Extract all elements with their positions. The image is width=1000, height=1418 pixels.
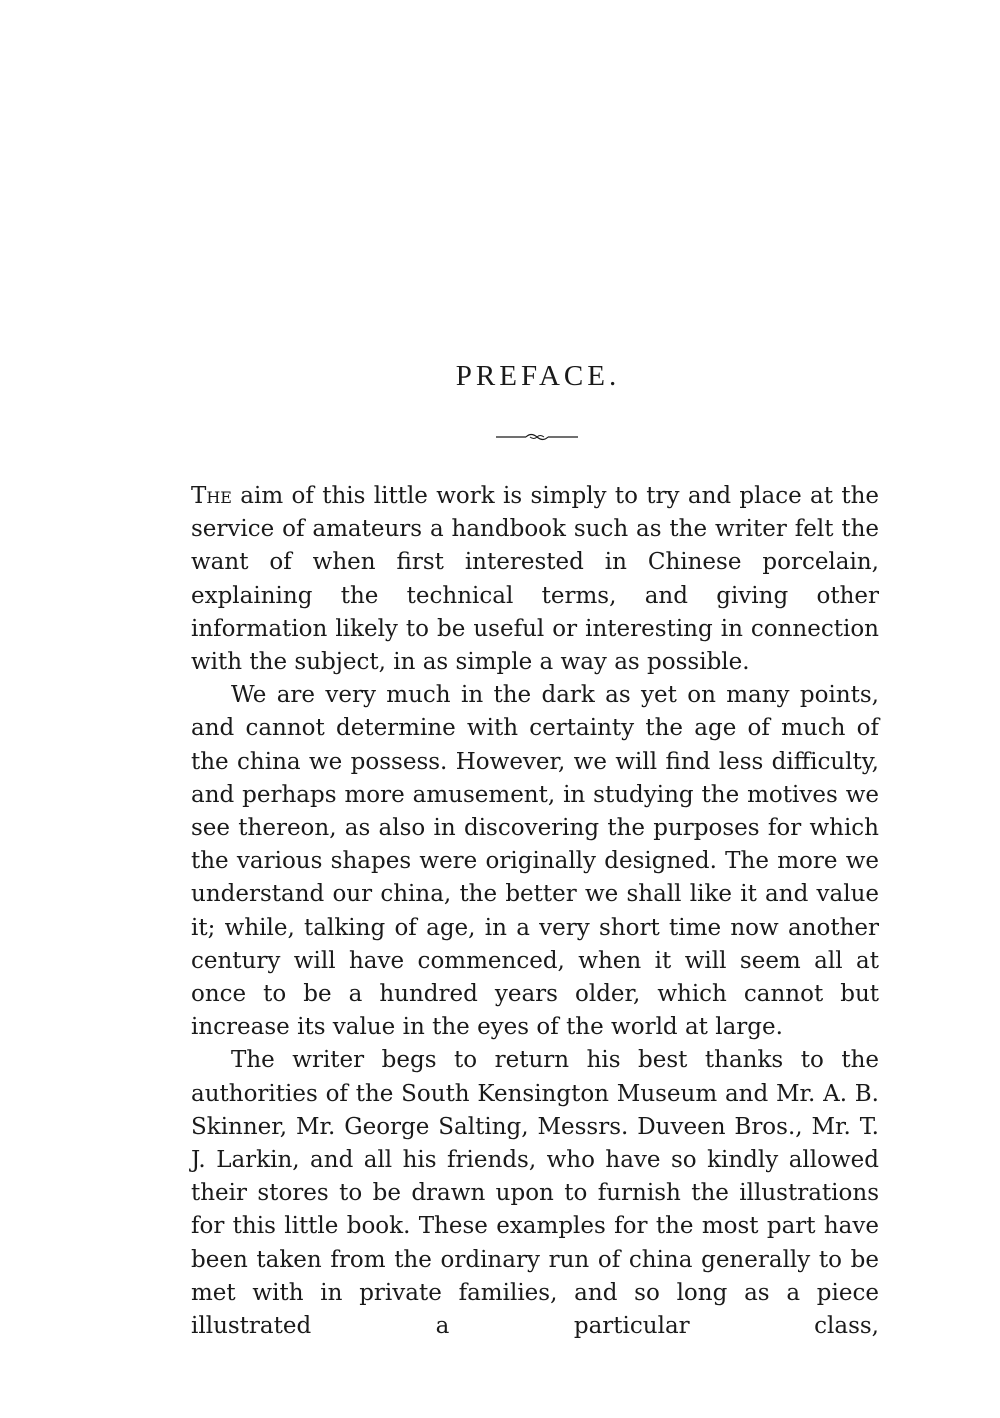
paragraph-1-text: aim of this little work is simply to try and place at the service of amateurs a handbook such as the writer felt the want of when first interested in Chinese porcelain, explaining the technical terms, and giving other information likely to be useful or interesting in connection with the subject, in as simple a way as possible. [191,483,879,676]
ornament-rule-icon [496,430,578,444]
paragraph-2: We are very much in the dark as yet on many points, and cannot determine with certainty the age of much of the china we possess. However, we will find less difficulty, and perhaps more amusement, in studying the motives we see thereon, as also in discovering the purposes for which the various shapes were originally designed. The more we understand our china, the better we shall like it and value it; while, talking of age, in a very short time now another century will have commenced, when it will seem all at once to be a hundred years older, which cannot but increase its value in the eyes of the world at large. [191,682,879,1041]
preface-body [191,480,879,1343]
paragraph-1-lead: The [191,483,232,509]
paragraph-3: The writer begs to return his best thanks to the authorities of the South Kensington Museum and Mr. A. B. Skinner, Mr. George Salting, Messrs. Duveen Bros., Mr. T. J. Larkin, and all his friends, who have so kindly allowed their stores to be drawn upon to furnish the illustrations for this little book. These examples for the most part have been taken from the ordinary run of china generally to be met with in private families, and so long as a piece illustrated a particular class, [191,1047,879,1340]
page-title: PREFACE. [455,360,621,392]
paragraph-1 [191,480,879,679]
